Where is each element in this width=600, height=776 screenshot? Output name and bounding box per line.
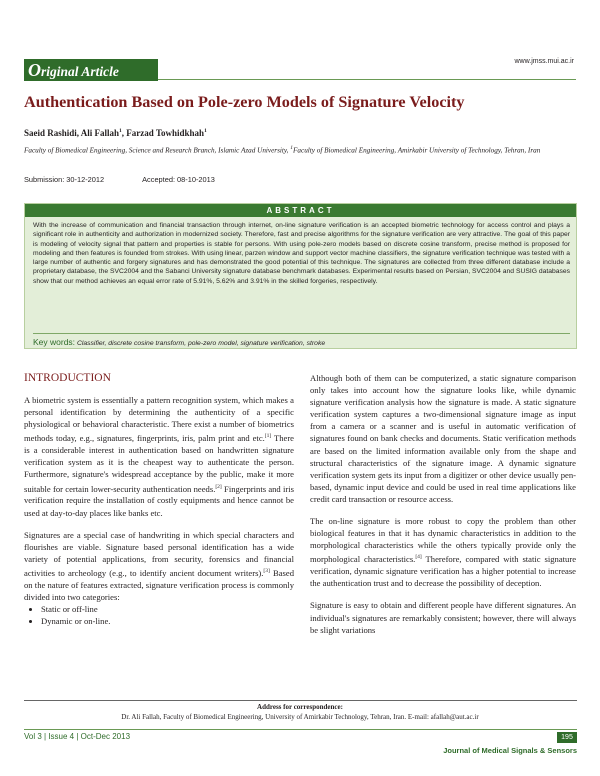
footer-divider bbox=[24, 729, 577, 730]
right-column bbox=[310, 372, 576, 636]
citation-4[interactable]: [4] bbox=[415, 554, 422, 561]
keywords-label: Key words: bbox=[33, 337, 76, 347]
submission-date: Submission: 30-12-2012 bbox=[24, 175, 105, 184]
keywords-divider bbox=[33, 333, 570, 334]
article-title: Authentication Based on Pole-zero Models of Signature Velocity bbox=[24, 93, 465, 111]
article-dates bbox=[24, 175, 215, 184]
footer-date: Oct-Dec 2013 bbox=[80, 732, 131, 741]
header-divider bbox=[158, 79, 576, 80]
abstract-box bbox=[24, 203, 577, 349]
author-1: Saeid Rashidi, Ali Fallah bbox=[24, 128, 120, 138]
text-run: Fingerprints and iris verification require the installation of costly equipments and hence cannot be used at day-to-day places like banks etc. bbox=[24, 483, 294, 518]
abstract-heading: ABSTRACT bbox=[25, 204, 576, 217]
footer-issue-info: Vol 3 | Issue 4 | Oct-Dec 2013 bbox=[24, 732, 131, 741]
page-number: 195 bbox=[557, 732, 577, 743]
intro-paragraph-4 bbox=[310, 515, 576, 589]
text-run: Based on the nature of features extracted, signature verification process is commonly divided into two categories: bbox=[24, 567, 294, 602]
section-heading-introduction: INTRODUCTION bbox=[24, 372, 111, 384]
badge-text: riginal Article bbox=[41, 64, 119, 79]
affiliation-2: Faculty of Biomedical Engineering, Amirkabir University of Technology, Tehran, Iran bbox=[293, 146, 541, 155]
intro-paragraph-3: Although both of them can be computerized, a static signature comparison only takes into account how the signature looks like, while dynamic signature verification analysis how the signature is made. A static signature verification system captures a two-dimensional signature image as input from a camera or a scanner and is useful in automatic verification of signatures found on bank checks and documents. Static verification methods are based on the limited information available only from the shape and structural characteristics of the signature image. A dynamic signature verification system gets its input from a digitizer or other device usually pen-based, dynamic input device and could be used in real time applications like credit card transaction or resource access. bbox=[310, 373, 576, 504]
citation-3[interactable]: [3] bbox=[263, 567, 270, 574]
intro-paragraph-2 bbox=[24, 529, 294, 603]
text-run: The on-line signature is more robust to copy the problem than other biological features in that it has dynamic characteristics in addition to the morphological characteristics while the others typically provide only the morphological characteristics. bbox=[310, 516, 576, 565]
correspondence-title: Address for correspondence: bbox=[257, 703, 343, 711]
keywords-text: Classifier, discrete cosine transform, pole-zero model, signature verification, stroke bbox=[76, 340, 326, 347]
correspondence-text: Dr. Ali Fallah, Faculty of Biomedical Engineering, University of Amirkabir Technology, Tehran, Iran. E-mail: afallah@aut.ac.ir bbox=[121, 713, 479, 721]
affiliation-1: Faculty of Biomedical Engineering, Science and Research Branch, Islamic Azad University, bbox=[24, 146, 291, 155]
affiliations bbox=[24, 143, 574, 155]
correspondence-divider bbox=[24, 700, 577, 701]
text-run: There is a considerable interest in authentication based on handwritten signature verification system as it is the cheapest way to authenticate the person. Furthermore, signature's widespread acceptance by the public, make it more suitable for certain lower-security authentication needs. bbox=[24, 433, 294, 494]
list-item: • Dynamic or on-line. bbox=[41, 615, 294, 627]
category-list bbox=[24, 603, 294, 627]
text-run: Signatures are a special case of handwriting in which special characters and flourishes are viable. Signature based personal identification has a wide variety of potential applications, from security, forensics and financial activities to archeology (e.g., to identify ancient document writers). bbox=[24, 529, 294, 578]
author-1-affil-mark: 1 bbox=[119, 128, 122, 134]
footer-issue: Issue 4 bbox=[48, 732, 75, 741]
intro-paragraph-5: Signature is easy to obtain and different people have different signatures. An individual's signatures are remarkably consistent; however, there will always be slight variations bbox=[310, 600, 576, 635]
badge-initial: O bbox=[28, 60, 41, 80]
article-type-badge bbox=[24, 59, 158, 81]
intro-paragraph-1 bbox=[24, 394, 294, 519]
affiliation-mark: 1 bbox=[290, 145, 294, 151]
author-list bbox=[24, 128, 207, 138]
author-2: , Farzad Towhidkhah bbox=[121, 128, 205, 138]
text-run: Therefore, compared with static signature verification, dynamic signature verification has a higher potential to increase the authentication trust and to decrease the possibility of deception. bbox=[310, 554, 577, 589]
author-2-affil-mark: 1 bbox=[204, 128, 207, 134]
left-column bbox=[24, 394, 294, 627]
text-run: A biometric system is essentially a pattern recognition system, which makes a personal identification by determining the authenticity of a specific physiological or behavioral characteristic. There exist a number of biometrics methods today, e.g., signatures, fingerprints, iris, palm print and etc. bbox=[24, 395, 294, 444]
footer-volume: Vol 3 bbox=[24, 732, 42, 741]
list-item: • Static or off-line bbox=[41, 603, 294, 615]
journal-url[interactable]: www.jmss.mui.ac.ir bbox=[514, 58, 574, 65]
citation-2[interactable]: [2] bbox=[215, 483, 222, 490]
abstract-text: With the increase of communication and financial transaction through internet, on-line signature verification is an accepted biometric technology for access control and plays a significant role in authenticity and authorization in modernized society. Therefore, fast and precise algorithms for the signature verification are very attractive. The goal of this paper is modeling of velocity signal that pattern and properties is stable for persons. With using pole-zero models based on discrete cosine transform, precise method is proposed for modeling and then features is founded from strokes. With using linear, parzen window and support vector machine classifiers, the signature verification technique was tested with a large number of authentic and forgery signatures and has demonstrated the good potential of this technique. The signatures are collected from three different database include a proprietary database, the SVC2004 and the Sabanci University signature database benchmark databases. Experimental results based on Persian, SVC2004 and SUSIG databases show that our method achieves an equal error rate of 5.91%, 5.62% and 3.91% in the skilled forgeries, respectively. bbox=[33, 222, 570, 285]
journal-name: Journal of Medical Signals & Sensors bbox=[443, 746, 577, 755]
citation-1[interactable]: [1] bbox=[264, 433, 272, 440]
accepted-date: Accepted: 08-10-2013 bbox=[142, 175, 215, 184]
keywords bbox=[33, 337, 325, 347]
